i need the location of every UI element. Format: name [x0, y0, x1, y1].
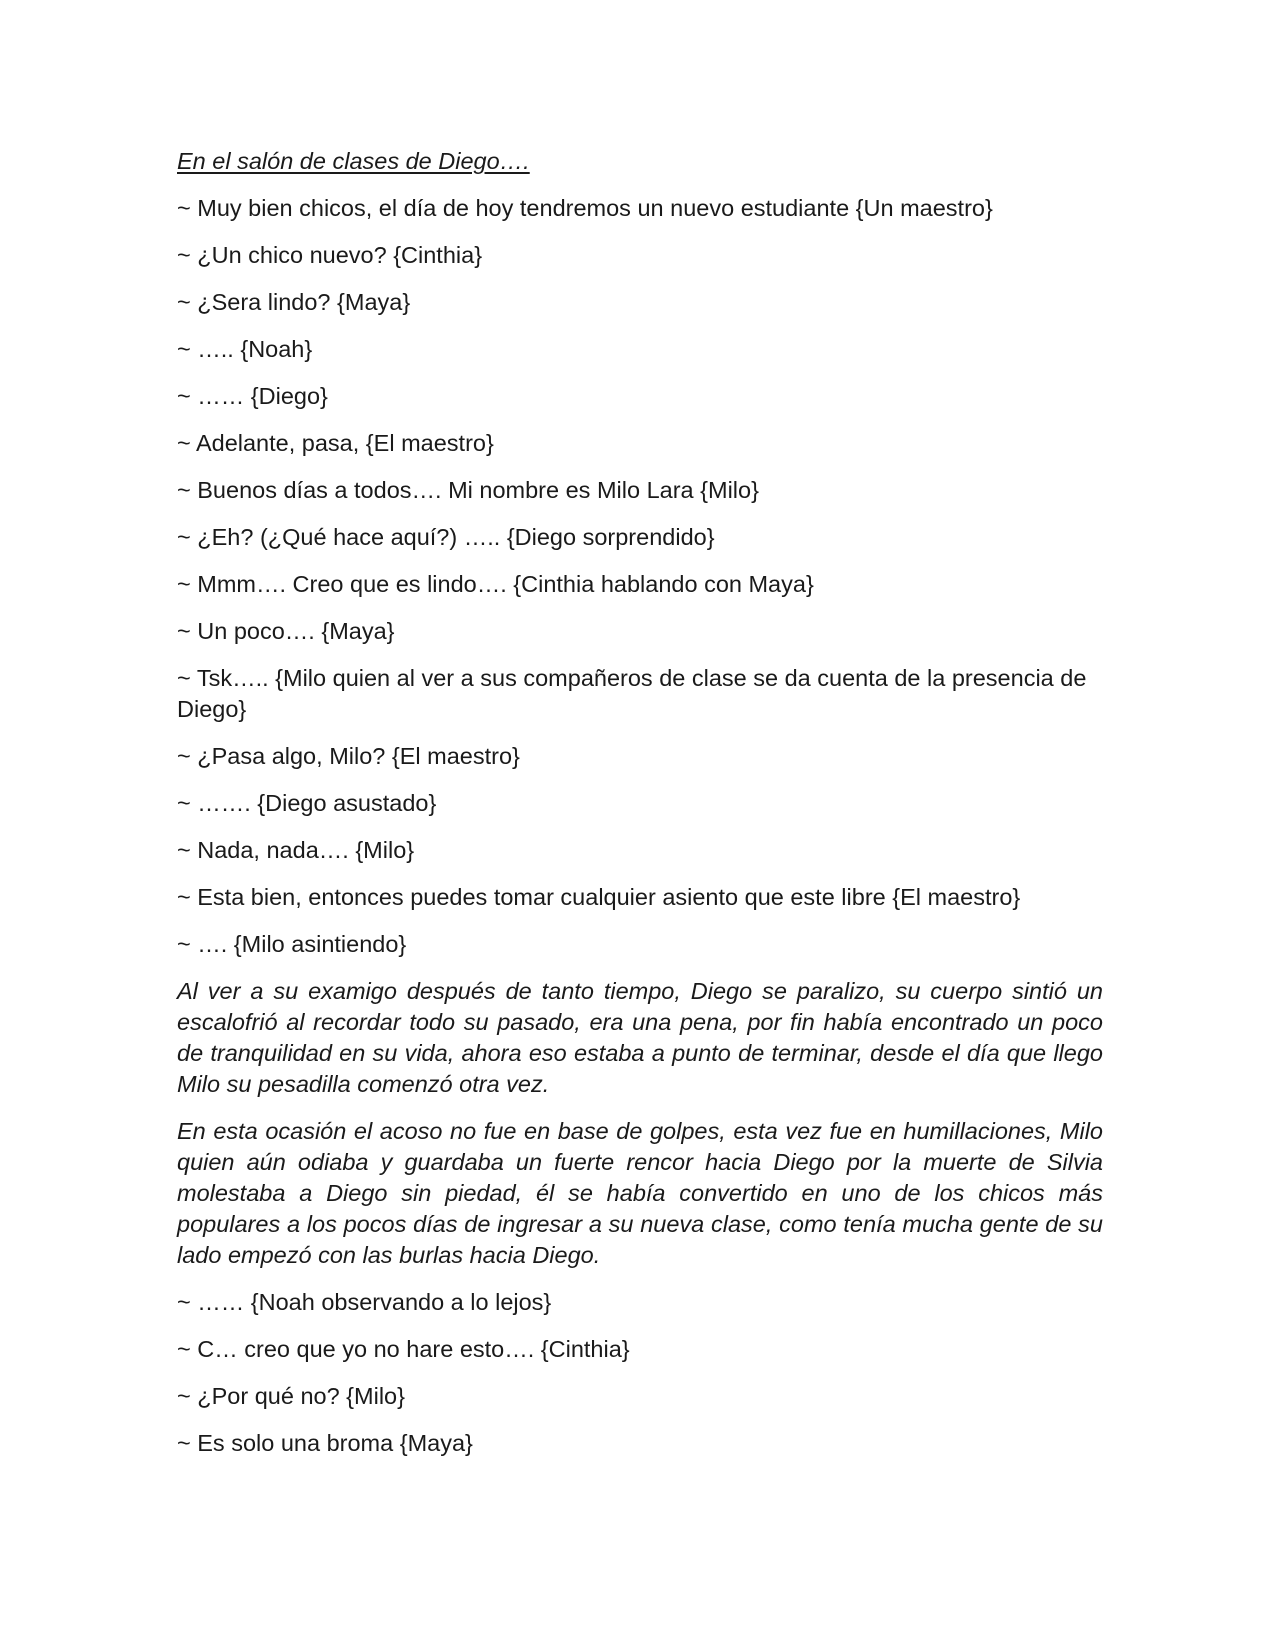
- dialogue-line: ~ ¿Pasa algo, Milo? {El maestro}: [177, 743, 520, 769]
- dialogue-line: ~ Buenos días a todos…. Mi nombre es Milo Lara {Milo}: [177, 477, 759, 503]
- dialogue-line: ~ Mmm…. Creo que es lindo…. {Cinthia hablando con Maya}: [177, 571, 814, 597]
- dialogue-line: ~ Tsk….. {Milo quien al ver a sus compañeros de clase se da cuenta de la presencia de Diego}: [177, 665, 1087, 722]
- dialogue-line: ~ …… {Noah observando a lo lejos}: [177, 1289, 552, 1315]
- dialogue-line: ~ ¿Sera lindo? {Maya}: [177, 289, 411, 315]
- dialogue-line: ~ ¿Eh? (¿Qué hace aquí?) ….. {Diego sorprendido}: [177, 524, 715, 550]
- dialogue-line: ~ C… creo que yo no hare esto…. {Cinthia}: [177, 1336, 630, 1362]
- dialogue-line: ~ ….. {Noah}: [177, 336, 313, 362]
- dialogue-line: ~ Esta bien, entonces puedes tomar cualquier asiento que este libre {El maestro}: [177, 884, 1021, 910]
- narration-paragraph: Al ver a su examigo después de tanto tiempo, Diego se paralizo, su cuerpo sintió un escalofrió al recordar todo su pasado, era una pena, por fin había encontrado un poco de tranquilidad en su vida, ahora eso estaba a punto de terminar, desde el día que llego Milo su pesadilla comenzó otra vez.: [177, 978, 1103, 1097]
- dialogue-line: ~ …… {Diego}: [177, 383, 328, 409]
- scene-heading: En el salón de clases de Diego….: [177, 148, 530, 174]
- dialogue-line: ~ Adelante, pasa, {El maestro}: [177, 430, 494, 456]
- dialogue-line: ~ …. {Milo asintiendo}: [177, 931, 407, 957]
- dialogue-line: ~ ¿Un chico nuevo? {Cinthia}: [177, 242, 483, 268]
- dialogue-line: ~ Nada, nada…. {Milo}: [177, 837, 415, 863]
- narration-paragraph: En esta ocasión el acoso no fue en base de golpes, esta vez fue en humillaciones, Milo quien aún odiaba y guardaba un fuerte rencor hacia Diego por la muerte de Silvia molestaba a Diego sin piedad, él se había convertido en uno de los chicos más populares a los pocos días de ingresar a su nueva clase, como tenía mucha gente de su lado empezó con las burlas hacia Diego.: [177, 1118, 1103, 1268]
- dialogue-line: ~ Es solo una broma {Maya}: [177, 1430, 473, 1456]
- dialogue-line: ~ Muy bien chicos, el día de hoy tendremos un nuevo estudiante {Un maestro}: [177, 195, 993, 221]
- dialogue-line: ~ ¿Por qué no? {Milo}: [177, 1383, 405, 1409]
- dialogue-line: ~ ……. {Diego asustado}: [177, 790, 437, 816]
- document-page: [177, 146, 1103, 1475]
- dialogue-line: ~ Un poco…. {Maya}: [177, 618, 395, 644]
